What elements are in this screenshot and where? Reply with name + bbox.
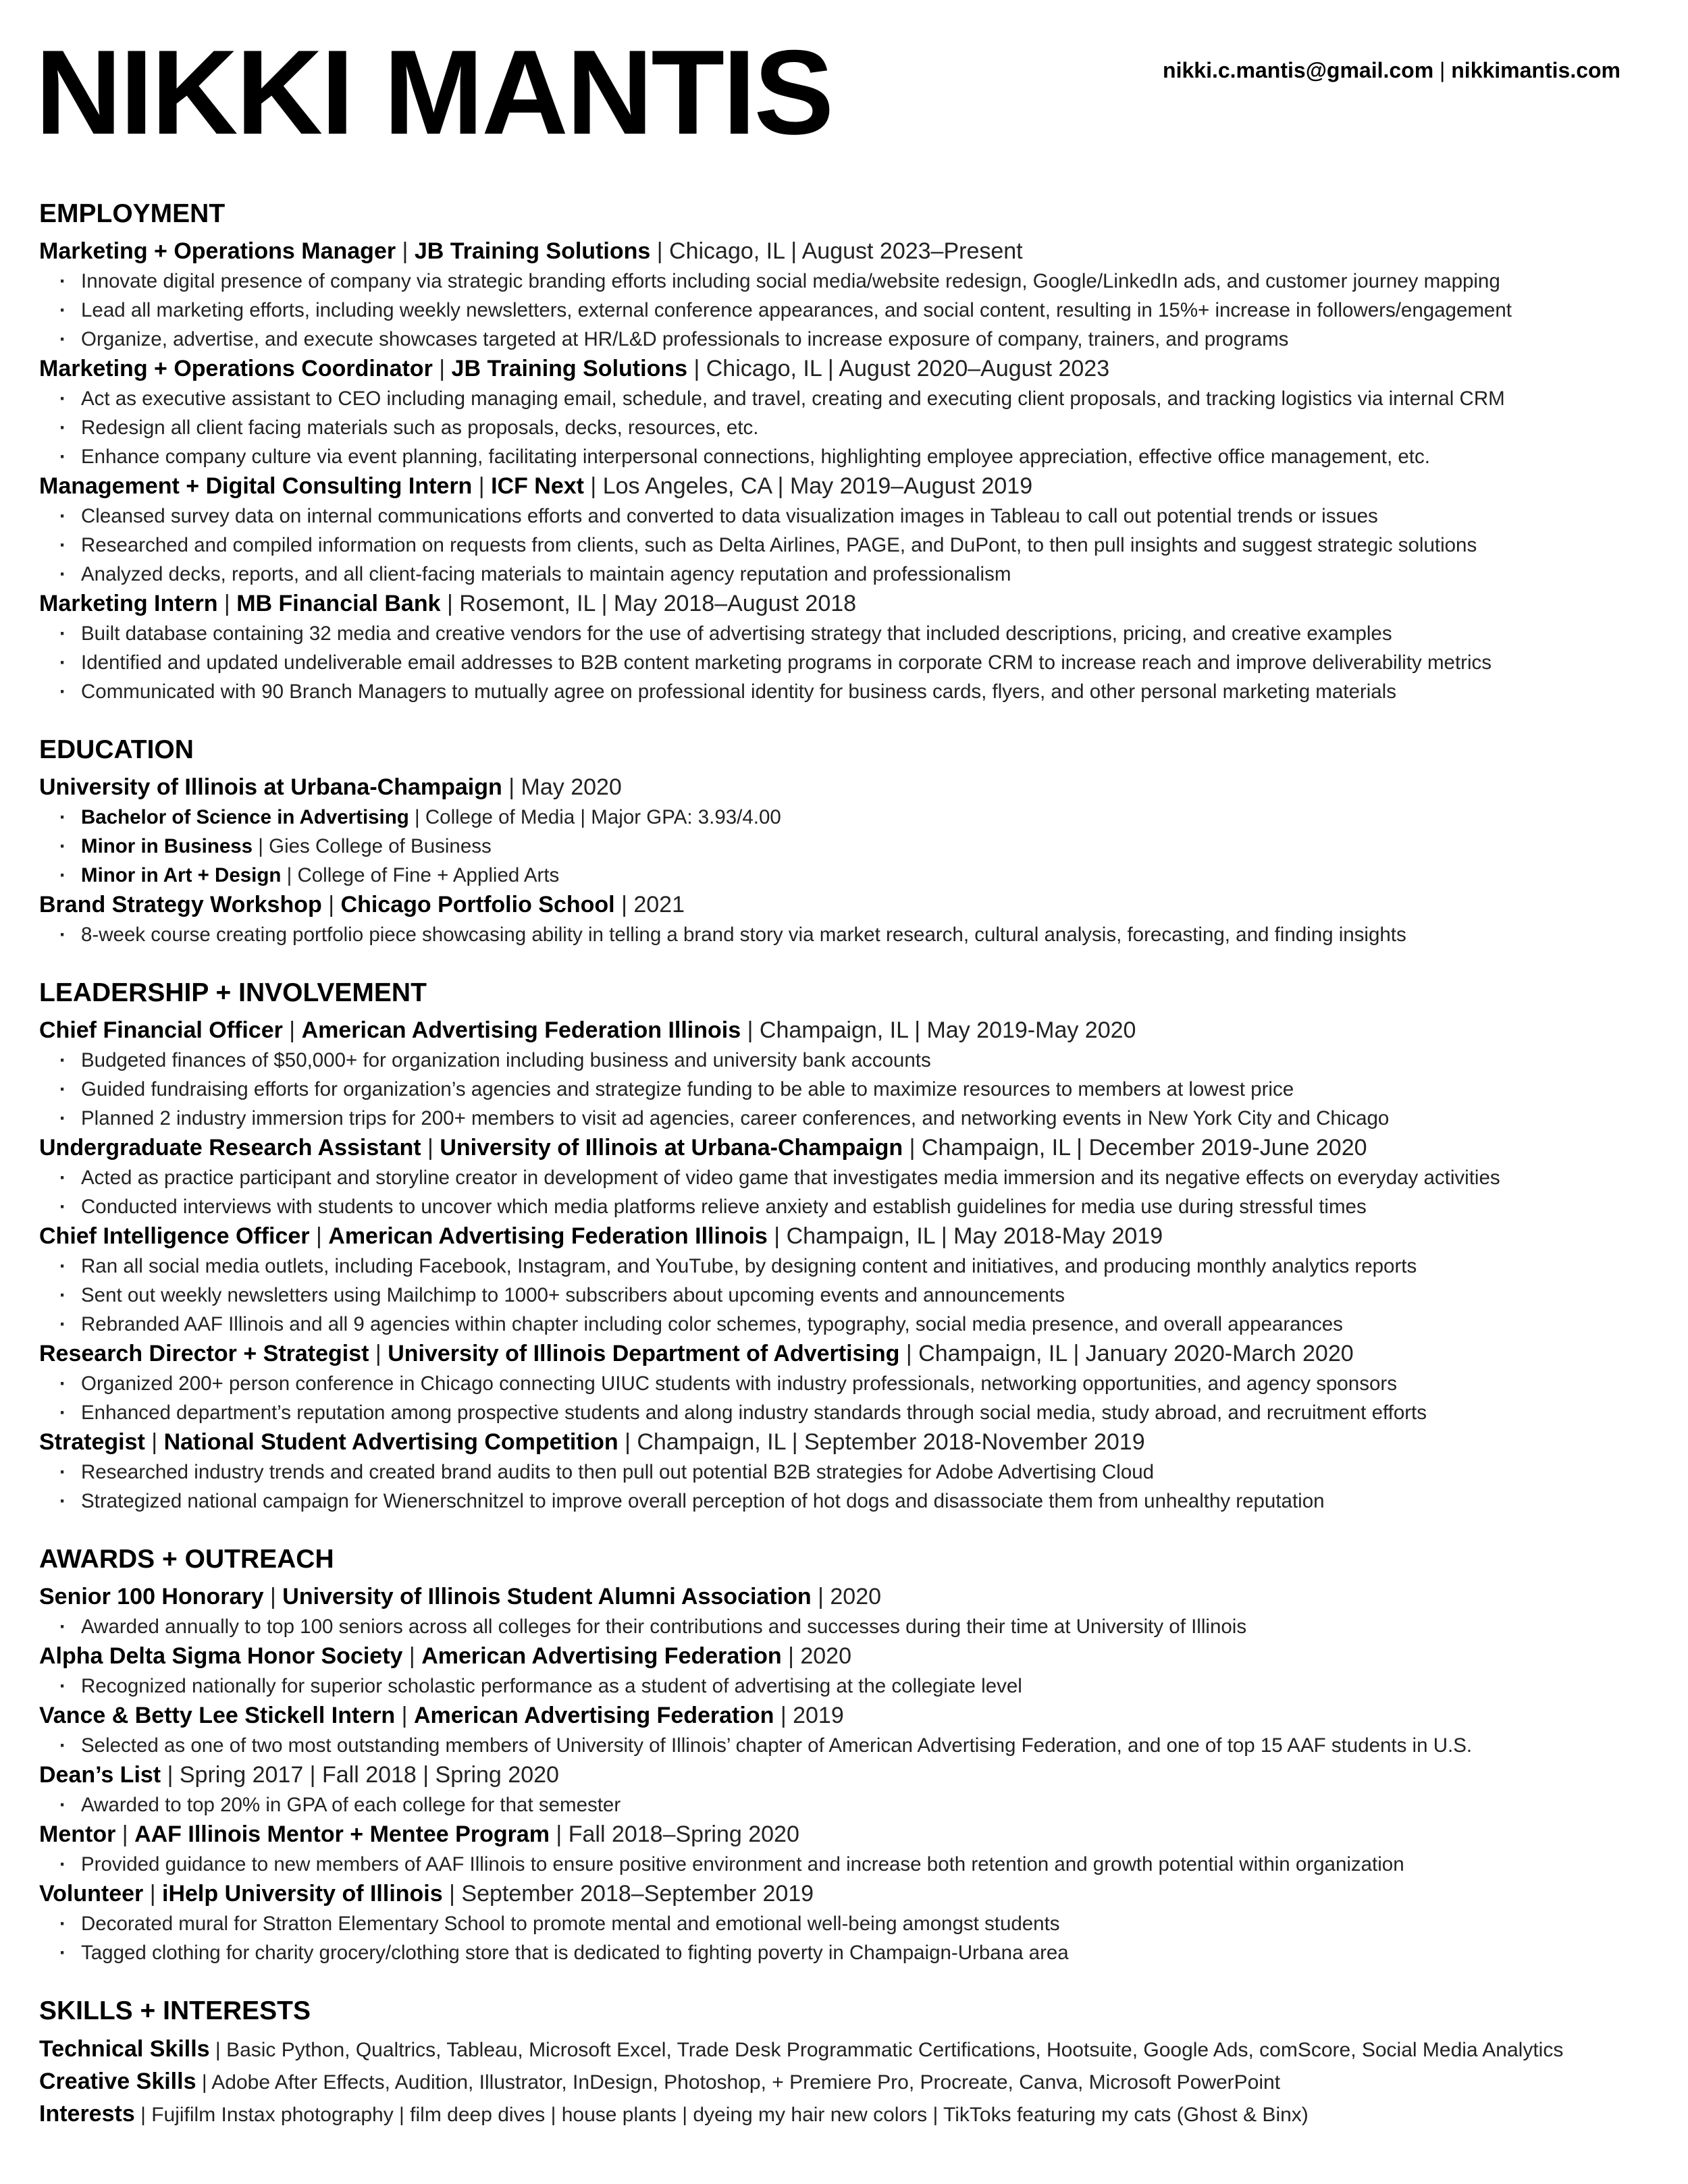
list-item: · Decorated mural for Stratton Elementary School to promote mental and emotional well-being amongst students bbox=[59, 1909, 1660, 1938]
separator: | bbox=[903, 1135, 922, 1161]
separator: | bbox=[621, 892, 634, 917]
list-item: · Identified and updated undeliverable email addresses to B2B content marketing programs in corporate CRM to increase reach and improve deliverability metrics bbox=[59, 648, 1660, 677]
separator: | bbox=[432, 356, 452, 381]
bullet-list bbox=[39, 1672, 1660, 1701]
entry-role: Volunteer bbox=[39, 1881, 144, 1907]
bullet-list bbox=[39, 1458, 1660, 1516]
list-item: · Minor in Business | Gies College of Business bbox=[59, 832, 1660, 861]
list-item: · Lead all marketing efforts, including weekly newsletters, external conference appearances, and social content, resulting in 15%+ increase in followers/engagement bbox=[59, 296, 1660, 325]
entry-heading bbox=[39, 772, 1660, 803]
entry-role: Management + Digital Consulting Intern bbox=[39, 473, 473, 499]
list-item: · Rebranded AAF Illinois and all 9 agencies within chapter including color schemes, typography, social media presence, and overall appearances bbox=[59, 1310, 1660, 1339]
separator: | bbox=[781, 1643, 801, 1669]
entry-role: Vance & Betty Lee Stickell Intern bbox=[39, 1703, 396, 1728]
bullet-list bbox=[39, 1850, 1660, 1879]
section-title: EMPLOYMENT bbox=[39, 199, 226, 228]
entry-details: 2020 bbox=[830, 1584, 882, 1609]
separator: | bbox=[650, 238, 670, 264]
section-title: AWARDS + OUTREACH bbox=[39, 1545, 334, 1574]
skill-label: Creative Skills bbox=[39, 2069, 196, 2094]
list-item: · Analyzed decks, reports, and all client-facing materials to maintain agency reputation and professionalism bbox=[59, 560, 1660, 589]
separator: | bbox=[899, 1341, 919, 1366]
separator: | bbox=[421, 1135, 440, 1161]
separator: | bbox=[440, 591, 460, 616]
contact-line bbox=[1163, 58, 1620, 83]
school-name: University of Illinois at Urbana-Champaign bbox=[39, 774, 502, 800]
bullet-list bbox=[39, 502, 1660, 589]
separator: | bbox=[402, 1643, 422, 1669]
separator: | bbox=[396, 238, 415, 264]
entry-org: JB Training Solutions bbox=[451, 356, 688, 381]
entry-heading bbox=[39, 1339, 1660, 1369]
separator: | bbox=[369, 1341, 388, 1366]
entry-details: Champaign, IL | May 2018-May 2019 bbox=[786, 1223, 1163, 1249]
entry-heading bbox=[39, 1819, 1660, 1850]
entry-heading bbox=[39, 1641, 1660, 1672]
skill-value: Fujifilm Instax photography | film deep dives | house plants | dyeing my hair new colors | TikToks featuring my cats (Ghost & Binx) bbox=[151, 2104, 1309, 2126]
list-item: · Cleansed survey data on internal communications efforts and converted to data visualization images in Tableau to call out potential trends or issues bbox=[59, 502, 1660, 531]
entry-details: Fall 2018–Spring 2020 bbox=[568, 1821, 799, 1847]
employment-entries bbox=[39, 236, 1660, 706]
entry-heading bbox=[39, 1427, 1660, 1458]
list-item: · Organize, advertise, and execute showcases targeted at HR/L&D professionals to increase exposure of company, trainers, and programs bbox=[59, 325, 1660, 354]
section-education bbox=[39, 732, 1660, 949]
entry-heading bbox=[39, 1221, 1660, 1252]
leadership-entries bbox=[39, 1015, 1660, 1516]
entry-role: Dean’s List bbox=[39, 1762, 161, 1788]
entry-details: Chicago, IL | August 2023–Present bbox=[669, 238, 1023, 264]
entry-heading bbox=[39, 890, 1660, 920]
list-item: · Sent out weekly newsletters using Mailchimp to 1000+ subscribers about upcoming events and announcements bbox=[59, 1281, 1660, 1310]
entry-role: Strategist bbox=[39, 1429, 145, 1455]
separator: | bbox=[328, 892, 341, 917]
section-employment bbox=[39, 196, 1660, 706]
entry-details: Champaign, IL | May 2019-May 2020 bbox=[759, 1017, 1136, 1043]
program-name: Brand Strategy Workshop bbox=[39, 892, 322, 917]
bullet-list bbox=[39, 267, 1660, 354]
entry-org: University of Illinois Student Alumni Association bbox=[282, 1584, 812, 1609]
minor-detail: Gies College of Business bbox=[269, 835, 492, 857]
entry-details: Champaign, IL | January 2020-March 2020 bbox=[918, 1341, 1354, 1366]
list-item: · Built database containing 32 media and creative vendors for the use of advertising strategy that included descriptions, pricing, and creative examples bbox=[59, 619, 1660, 648]
skill-label: Interests bbox=[39, 2101, 135, 2127]
entry-org: ICF Next bbox=[491, 473, 584, 499]
entry-details: 2019 bbox=[793, 1703, 844, 1728]
entry-date: May 2020 bbox=[521, 774, 622, 800]
separator: | bbox=[161, 1762, 180, 1788]
entry-role: Senior 100 Honorary bbox=[39, 1584, 264, 1609]
degree-detail: College of Media | Major GPA: 3.93/4.00 bbox=[425, 806, 781, 828]
contact-separator: | bbox=[1440, 58, 1452, 82]
school-name: Chicago Portfolio School bbox=[340, 892, 615, 917]
separator: | bbox=[741, 1017, 760, 1043]
separator: | bbox=[263, 1584, 283, 1609]
separator: | bbox=[549, 1821, 569, 1847]
separator: | bbox=[442, 1881, 462, 1907]
entry-details: Champaign, IL | December 2019-June 2020 bbox=[921, 1135, 1367, 1161]
entry-heading bbox=[39, 471, 1660, 502]
list-item: · Strategized national campaign for Wienerschnitzel to improve overall perception of hot dogs and disassociate them from unhealthy reputation bbox=[59, 1487, 1660, 1516]
list-item: · Conducted interviews with students to uncover which media platforms relieve anxiety and establish guidelines for media use during stressful times bbox=[59, 1192, 1660, 1221]
entry-org: JB Training Solutions bbox=[414, 238, 651, 264]
entry-role: Undergraduate Research Assistant bbox=[39, 1135, 421, 1161]
separator: | bbox=[209, 2039, 227, 2061]
entry-heading bbox=[39, 1879, 1660, 1909]
separator: | bbox=[217, 591, 237, 616]
bullet-list bbox=[39, 1163, 1660, 1221]
separator: | bbox=[143, 1881, 163, 1907]
skill-value: Adobe After Effects, Audition, Illustrator, InDesign, Photoshop, + Premiere Pro, Procreate, Canva, Microsoft PowerPoint bbox=[211, 2071, 1281, 2094]
separator: | bbox=[115, 1821, 135, 1847]
bullet-list bbox=[39, 1252, 1660, 1339]
entry-date: 2021 bbox=[633, 892, 685, 917]
list-item: · Bachelor of Science in Advertising | College of Media | Major GPA: 3.93/4.00 bbox=[59, 803, 1660, 832]
section-title: SKILLS + INTERESTS bbox=[39, 1996, 311, 2025]
list-item: · Redesign all client facing materials such as proposals, decks, resources, etc. bbox=[59, 413, 1660, 442]
separator: | bbox=[196, 2071, 212, 2094]
minor-name: Minor in Art + Design bbox=[81, 864, 282, 886]
skills-rows bbox=[39, 2033, 1660, 2131]
entry-details: September 2018–September 2019 bbox=[461, 1881, 814, 1907]
entry-role: Marketing + Operations Manager bbox=[39, 238, 396, 264]
minor-name: Minor in Business bbox=[81, 835, 253, 857]
entry-role: Marketing Intern bbox=[39, 591, 218, 616]
education-list bbox=[39, 803, 1660, 890]
entry-details: Chicago, IL | August 2020–August 2023 bbox=[706, 356, 1110, 381]
entry-heading bbox=[39, 354, 1660, 384]
list-item: · Act as executive assistant to CEO including managing email, schedule, and travel, creating and executing client proposals, and tracking logistics via internal CRM bbox=[59, 384, 1660, 413]
list-item: · Organized 200+ person conference in Chicago connecting UIUC students with industry professionals, networking opportunities, and agency sponsors bbox=[59, 1369, 1660, 1398]
list-item: · Awarded annually to top 100 seniors across all colleges for their contributions and successes during their time at University of Illinois bbox=[59, 1612, 1660, 1641]
list-item: · Budgeted finances of $50,000+ for organization including business and university bank accounts bbox=[59, 1046, 1660, 1075]
entry-org: University of Illinois Department of Advertising bbox=[388, 1341, 900, 1366]
separator: | bbox=[774, 1703, 793, 1728]
separator: | bbox=[472, 473, 492, 499]
email-link[interactable]: nikki.c.mantis@gmail.com bbox=[1163, 58, 1434, 82]
entry-org: iHelp University of Illinois bbox=[162, 1881, 443, 1907]
list-item: · Communicated with 90 Branch Managers to mutually agree on professional identity for business cards, flyers, and other personal marketing materials bbox=[59, 677, 1660, 706]
list-item: · Acted as practice participant and storyline creator in development of video game that investigates media immersion and its negative effects on everyday activities bbox=[59, 1163, 1660, 1192]
entry-details: Spring 2017 | Fall 2018 | Spring 2020 bbox=[179, 1762, 559, 1788]
list-item: · Selected as one of two most outstanding members of University of Illinois’ chapter of American Advertising Federation, and one of top 15 AAF students in U.S. bbox=[59, 1731, 1660, 1760]
skill-row bbox=[39, 2098, 1660, 2131]
entry-org: American Advertising Federation Illinois bbox=[328, 1223, 768, 1249]
bullet-list bbox=[39, 1612, 1660, 1641]
entry-heading bbox=[39, 1015, 1660, 1046]
entry-org: AAF Illinois Mentor + Mentee Program bbox=[134, 1821, 550, 1847]
entry-heading bbox=[39, 236, 1660, 267]
entry-role: Marketing + Operations Coordinator bbox=[39, 356, 433, 381]
separator: | bbox=[767, 1223, 787, 1249]
separator: | bbox=[395, 1703, 414, 1728]
bullet-list bbox=[39, 1790, 1660, 1819]
entry-heading bbox=[39, 1701, 1660, 1731]
list-item: · Provided guidance to new members of AAF Illinois to ensure positive environment and increase both retention and growth potential within organization bbox=[59, 1850, 1660, 1879]
entry-details: Champaign, IL | September 2018-November 2019 bbox=[637, 1429, 1145, 1455]
education-list bbox=[39, 920, 1660, 949]
entry-heading bbox=[39, 1133, 1660, 1163]
separator: | bbox=[282, 1017, 302, 1043]
separator: | bbox=[309, 1223, 329, 1249]
degree-name: Bachelor of Science in Advertising bbox=[81, 806, 409, 828]
entry-details: Rosemont, IL | May 2018–August 2018 bbox=[459, 591, 857, 616]
website-link[interactable]: nikkimantis.com bbox=[1451, 58, 1620, 82]
skill-row bbox=[39, 2066, 1660, 2098]
entry-role: Chief Intelligence Officer bbox=[39, 1223, 310, 1249]
entry-org: MB Financial Bank bbox=[236, 591, 441, 616]
list-item: · Awarded to top 20% in GPA of each college for that semester bbox=[59, 1790, 1660, 1819]
entry-details: 2020 bbox=[800, 1643, 851, 1669]
section-awards bbox=[39, 1541, 1660, 1967]
bullet-list bbox=[39, 1909, 1660, 1967]
list-item: · Recognized nationally for superior scholastic performance as a student of advertising at the collegiate level bbox=[59, 1672, 1660, 1701]
skill-value: Basic Python, Qualtrics, Tableau, Microsoft Excel, Trade Desk Programmatic Certifications, Hootsuite, Google Ads, comScore, Social Media Analytics bbox=[226, 2039, 1564, 2061]
bullet-list bbox=[39, 619, 1660, 706]
list-item: · Minor in Art + Design | College of Fine + Applied Arts bbox=[59, 861, 1660, 890]
list-item: · Innovate digital presence of company via strategic branding efforts including social media/website redesign, Google/LinkedIn ads, and customer journey mapping bbox=[59, 267, 1660, 296]
section-leadership bbox=[39, 975, 1660, 1516]
bullet-list bbox=[39, 384, 1660, 471]
list-item: · Researched industry trends and created brand audits to then pull out potential B2B strategies for Adobe Advertising Cloud bbox=[59, 1458, 1660, 1487]
entry-role: Mentor bbox=[39, 1821, 116, 1847]
entry-org: American Advertising Federation Illinois bbox=[301, 1017, 741, 1043]
list-item: · Tagged clothing for charity grocery/clothing store that is dedicated to fighting poverty in Champaign-Urbana area bbox=[59, 1938, 1660, 1967]
list-item: · Ran all social media outlets, including Facebook, Instagram, and YouTube, by designing content and initiatives, and producing monthly analytics reports bbox=[59, 1252, 1660, 1281]
list-item: · Enhance company culture via event planning, facilitating interpersonal connections, highlighting employee appreciation, effective office management, etc. bbox=[59, 442, 1660, 471]
section-title: LEADERSHIP + INVOLVEMENT bbox=[39, 978, 427, 1007]
separator: | bbox=[811, 1584, 830, 1609]
section-skills bbox=[39, 1993, 1660, 2131]
entry-org: University of Illinois at Urbana-Champaign bbox=[440, 1135, 903, 1161]
bullet-list bbox=[39, 1046, 1660, 1133]
entry-role: Research Director + Strategist bbox=[39, 1341, 369, 1366]
resume-name: NIKKI MANTIS bbox=[35, 25, 833, 159]
section-title: EDUCATION bbox=[39, 735, 194, 764]
list-item: · Researched and compiled information on requests from clients, such as Delta Airlines, PAGE, and DuPont, to then pull insights and suggest strategic solutions bbox=[59, 531, 1660, 560]
skill-label: Technical Skills bbox=[39, 2036, 210, 2062]
list-item: · Enhanced department’s reputation among prospective students and along industry standards through social media, study abroad, and recruitment efforts bbox=[59, 1398, 1660, 1427]
list-item: · Planned 2 industry immersion trips for 200+ members to visit ad agencies, career conferences, and networking events in New York City and Chicago bbox=[59, 1104, 1660, 1133]
bullet-list bbox=[39, 1369, 1660, 1427]
entry-org: American Advertising Federation bbox=[421, 1643, 782, 1669]
list-item: · Guided fundraising efforts for organization’s agencies and strategize funding to be able to maximize resources to members at lowest price bbox=[59, 1075, 1660, 1104]
list-item: · 8-week course creating portfolio piece showcasing ability in telling a brand story via market research, cultural analysis, forecasting, and finding insights bbox=[59, 920, 1660, 949]
entry-heading bbox=[39, 589, 1660, 619]
separator: | bbox=[508, 774, 521, 800]
entry-heading bbox=[39, 1760, 1660, 1790]
entry-details: Los Angeles, CA | May 2019–August 2019 bbox=[602, 473, 1033, 499]
skill-row bbox=[39, 2033, 1660, 2066]
resume-content bbox=[39, 196, 1660, 2156]
separator: | bbox=[618, 1429, 637, 1455]
entry-org: National Student Advertising Competition bbox=[163, 1429, 618, 1455]
entry-heading bbox=[39, 1582, 1660, 1612]
minor-detail: College of Fine + Applied Arts bbox=[297, 864, 560, 886]
entry-role: Chief Financial Officer bbox=[39, 1017, 283, 1043]
separator: | bbox=[134, 2104, 152, 2126]
entry-role: Alpha Delta Sigma Honor Society bbox=[39, 1643, 403, 1669]
awards-entries bbox=[39, 1582, 1660, 1967]
bullet-list bbox=[39, 1731, 1660, 1760]
separator: | bbox=[687, 356, 706, 381]
separator: | bbox=[144, 1429, 164, 1455]
entry-org: American Advertising Federation bbox=[413, 1703, 774, 1728]
separator: | bbox=[583, 473, 603, 499]
